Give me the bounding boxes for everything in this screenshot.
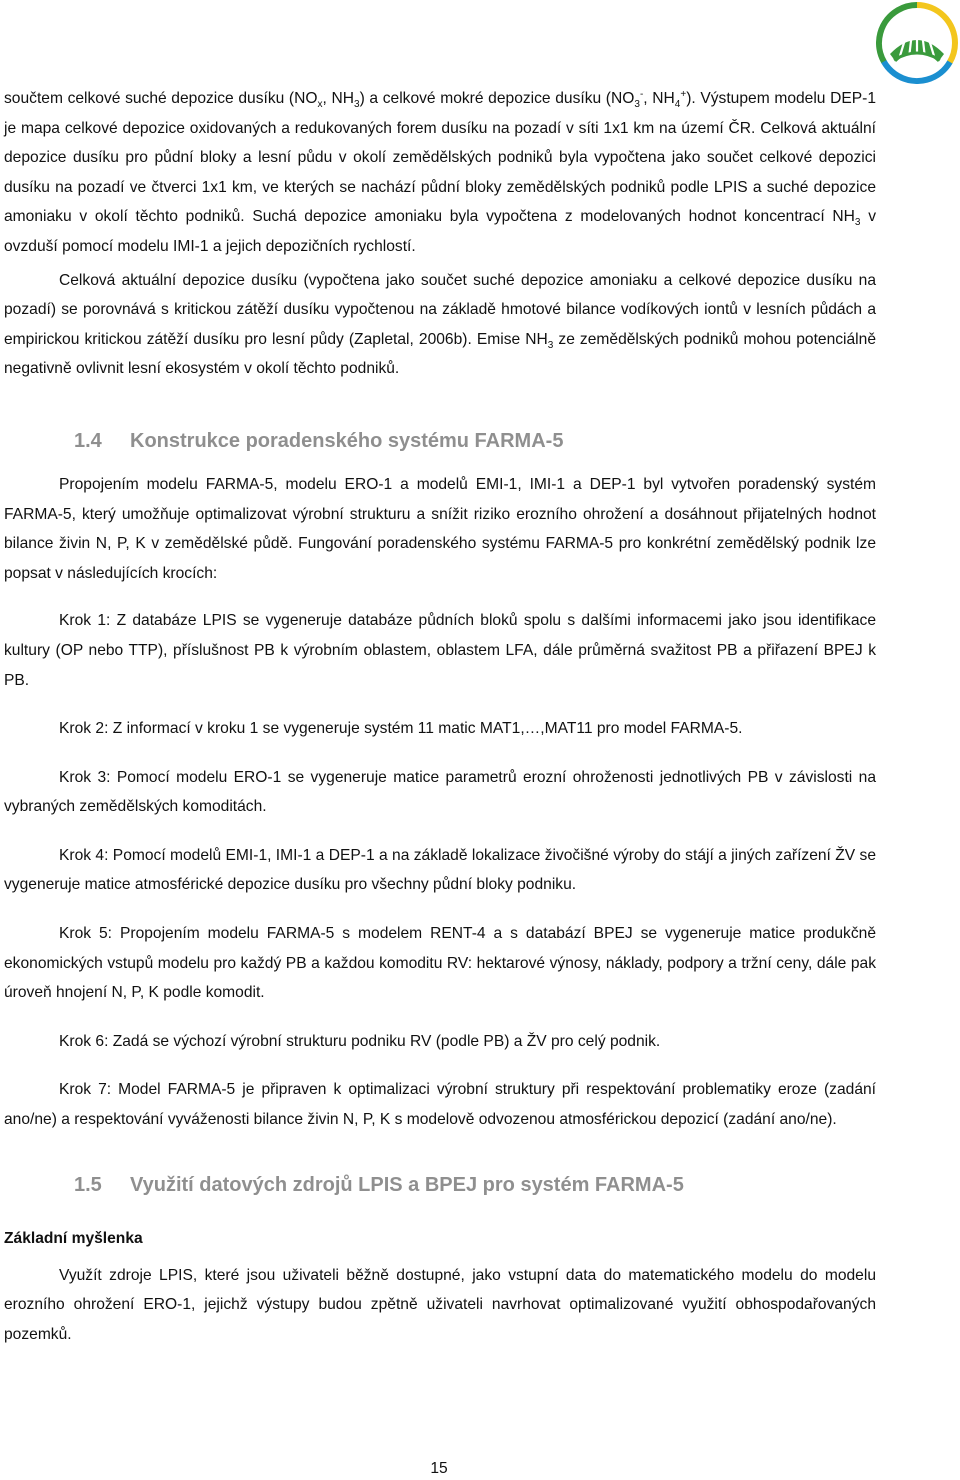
- paragraph-basic-idea: Využít zdroje LPIS, které jsou uživateli běžně dostupné, jako vstupní data do matematického modelu do modelu erozního ohrožení ERO-1, jejichž výstupy budou zpětně uživateli navrhovat optimalizované využití obhospodařovaných pozemků.: [4, 1266, 876, 1343]
- step-7: Krok 7: Model FARMA-5 je připraven k optimalizaci výrobní struktury při respektování problematiky eroze (zadání ano/ne) a respektování vyváženosti bilance živin N, P, K s modelově odvozenou atmosférickou depozicí (zadání ano/ne).: [4, 1081, 876, 1129]
- paragraph-critical-load: Celková aktuální depozice dusíku (vypočtena jako součet suché depozice amoniaku a celkové depozice dusíku na pozadí) se porovnává s kritickou zátěží dusíku vypočtenou na základě hmotové bilance vodíkových iontů v lesních půdách a empirickou kritickou zátěží dusíku pro lesní půdy (Zapletal, 2006b). Emise $NH_3$ ze zemědělských podniků mohou potenciálně negativně ovlivnit lesní ekosystém v okolí těchto podniků.: [4, 271, 876, 378]
- step-1: Krok 1: Z databáze LPIS se vygeneruje databáze půdních bloků spolu s dalšími informacemi jako jsou identifikace kultury (OP nebo TTP), příslušnost PB k výrobním oblastem, oblastem LFA, dále průměrná svažitost PB a přiřazení BPEJ k PB.: [4, 612, 876, 689]
- step-5: Krok 5: Propojením modelu FARMA-5 s modelem RENT-4 a s databází BPEJ se vygeneruje matice produkčně ekonomických vstupů modelu pro každý PB a každou komoditu RV: hektarové výnosy, náklady, podpory a tržní ceny, dále pak úroveň hnojení N, P, K podle komodit.: [4, 925, 876, 1002]
- document-body: [4, 84, 876, 1349]
- step-2: Krok 2: Z informací v kroku 1 se vygeneruje systém 11 matic MAT1,…,MAT11 pro model FARMA-5.: [59, 720, 743, 738]
- farma-logo: [876, 2, 958, 84]
- step-4: Krok 4: Pomocí modelů EMI-1, IMI-1 a DEP-1 a na základě lokalizace živočišné výroby do stájí a jiných zařízení ŽV se vygeneruje matice atmosférické depozice dusíku pro všechny půdní bloky podniku.: [4, 846, 876, 894]
- subheading-basic-idea: Základní myšlenka: [4, 1229, 143, 1247]
- section-heading-1-4: 1.4 Konstrukce poradenského systému FARMA-5: [74, 429, 564, 452]
- paragraph-deposition: součtem celkové suché depozice dusíku ($NO_x$, $NH_3$) a celkové mokré depozice dusíku ($NO_3^-$, $NH_4^+$). Výstupem modelu DEP-1 je mapa celkové depozice oxidovaných a redukovaných forem dusíku na pozadí v síti 1x1 km na území ČR. Celková aktuální depozice dusíku pro půdní bloky a lesní půdu v okolí zemědělských podniků byla vypočtena jako součet celkové depozici dusíku na pozadí ve čtverci 1x1 km, ve kterých se nachází půdní bloky zemědělských podniků podle LPIS a suché depozice amoniaku v okolí těchto podniků. Suchá depozice amoniaku byla vypočtena z modelovaných hodnot koncentrací $NH_3$ v ovzduší pomocí modelu IMI-1 a jejich depozičních rychlostí.: [4, 88, 877, 255]
- paragraph-system-intro: Propojením modelu FARMA-5, modelu ERO-1 a modelů EMI-1, IMI-1 a DEP-1 byl vytvořen poradenský systém FARMA-5, který umožňuje optimalizovat výrobní strukturu a snížit riziko erozního ohrožení a dosáhnout přijatelných hodnot bilance živin N, P, K v zemědělské půdě. Fungování poradenského systému FARMA-5 pro konkrétní zemědělský podnik lze popsat v následujících krocích:: [4, 475, 876, 582]
- section-heading-1-5: 1.5 Využití datových zdrojů LPIS a BPEJ pro systém FARMA-5: [74, 1173, 684, 1196]
- page-number: 15: [430, 1460, 448, 1477]
- step-6: Krok 6: Zadá se výchozí výrobní strukturu podniku RV (podle PB) a ŽV pro celý podnik.: [59, 1032, 661, 1050]
- step-3: Krok 3: Pomocí modelu ERO-1 se vygeneruje matice parametrů erozní ohroženosti jednotlivých PB v závislosti na vybraných zemědělských komoditách.: [4, 768, 876, 816]
